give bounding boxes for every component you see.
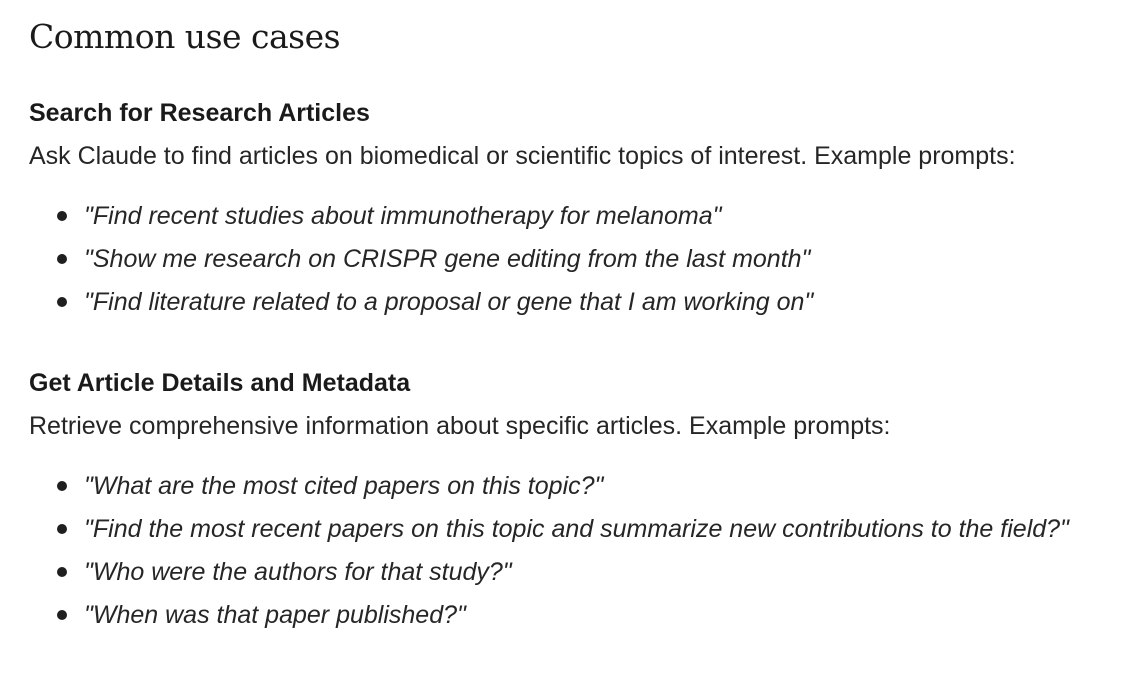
section-title: Get Article Details and Metadata xyxy=(29,369,411,397)
section-description: Ask Claude to find articles on biomedical or scientific topics of interest. Example prompts: xyxy=(29,142,1016,170)
bullet-icon xyxy=(57,211,67,221)
section-article-details xyxy=(29,366,1129,637)
list-item xyxy=(29,551,1084,594)
section-search-articles xyxy=(29,96,1129,324)
example-prompt: "Show me research on CRISPR gene editing from the last month" xyxy=(84,245,811,273)
list-item xyxy=(29,195,1084,238)
list-item xyxy=(29,281,1084,324)
example-prompt: "Find recent studies about immunotherapy for melanoma" xyxy=(84,202,722,230)
bullet-icon xyxy=(57,524,67,534)
bullet-icon xyxy=(57,297,67,307)
example-prompt: "Find the most recent papers on this topic and summarize new contributions to the field?" xyxy=(84,515,1069,543)
bullet-icon xyxy=(57,481,67,491)
example-prompt: "Find literature related to a proposal or gene that I am working on" xyxy=(84,288,814,316)
bullet-icon xyxy=(57,254,67,264)
example-prompts-list xyxy=(29,195,1129,324)
section-description: Retrieve comprehensive information about specific articles. Example prompts: xyxy=(29,412,891,440)
list-item xyxy=(29,594,1084,637)
bullet-icon xyxy=(57,567,67,577)
list-item xyxy=(29,238,1084,281)
example-prompt: "When was that paper published?" xyxy=(84,601,466,629)
page-title: Common use cases xyxy=(29,17,341,56)
example-prompt: "Who were the authors for that study?" xyxy=(84,558,512,586)
section-title: Search for Research Articles xyxy=(29,99,370,127)
list-item xyxy=(29,465,1084,508)
example-prompt: "What are the most cited papers on this topic?" xyxy=(84,472,604,500)
list-item xyxy=(29,508,1084,551)
example-prompts-list xyxy=(29,465,1129,637)
bullet-icon xyxy=(57,610,67,620)
